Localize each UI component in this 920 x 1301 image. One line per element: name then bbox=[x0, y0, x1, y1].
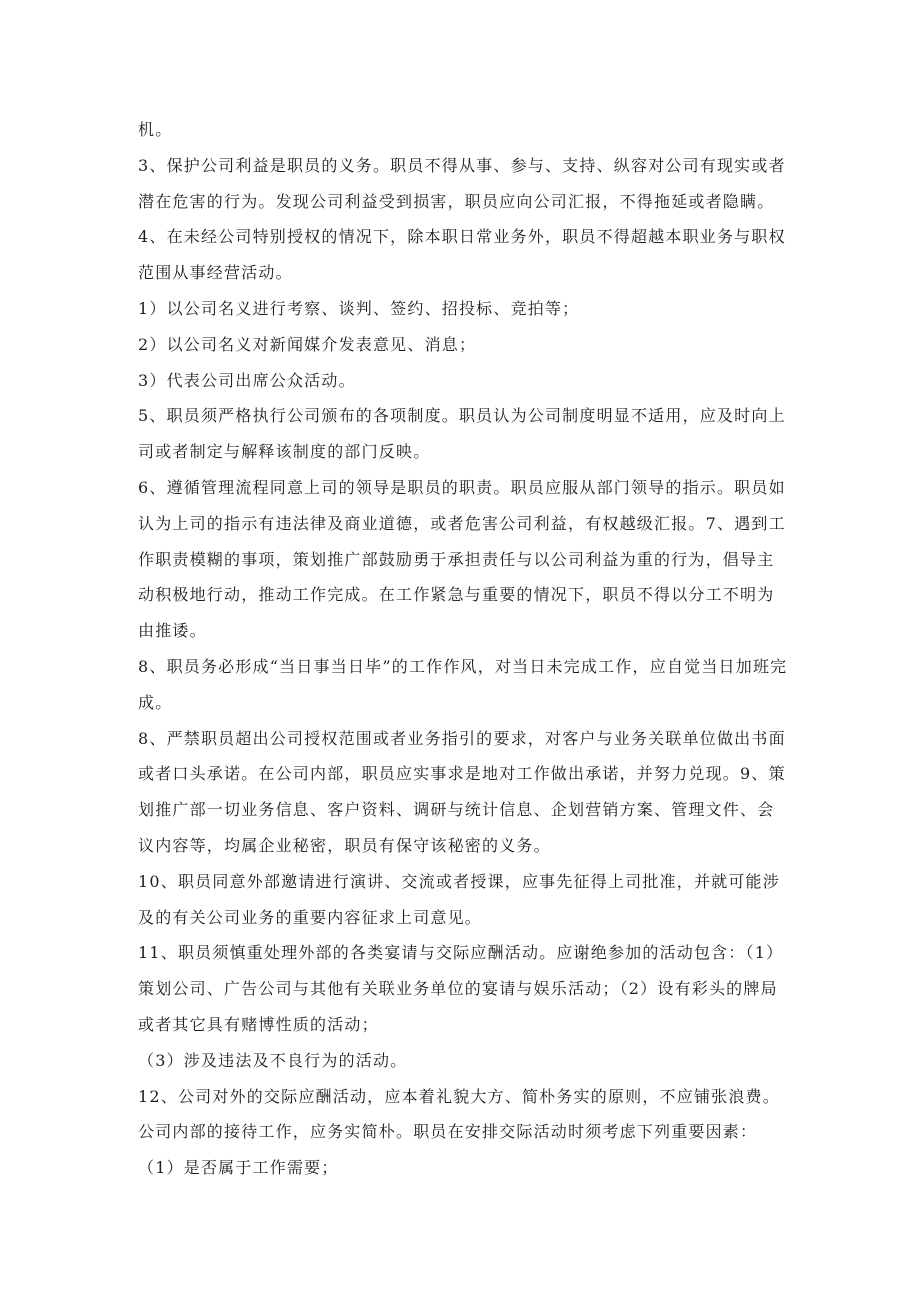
paragraph-continuation: 机。 bbox=[138, 120, 173, 139]
paragraph-item-5: 5、职员须严格执行公司颁布的各项制度。职员认为公司制度明显不适用，应及时向上司或者制定与解释该制度的部门反映。 bbox=[138, 406, 786, 462]
paragraph-item-12-sub-1: （1）是否属于工作需要； bbox=[138, 1158, 339, 1178]
paragraph-item-12: 12、公司对外的交际应酬活动，应本着礼貌大方、简朴务实的原则，不应铺张浪费。公司内部的接待工作，应务实简朴。职员在安排交际活动时须考虑下列重要因素： bbox=[138, 1086, 780, 1142]
paragraph-subitem-2: 2）以公司名义对新闻媒介发表意见、消息； bbox=[138, 334, 477, 354]
paragraph-item-4: 4、在未经公司特别授权的情况下，除本职日常业务外，职员不得超越本职业务与职权范围从事经营活动。 bbox=[138, 227, 786, 283]
paragraph-item-10: 10、职员同意外部邀请进行演讲、交流或者授课，应事先征得上司批准，并就可能涉及的有关公司业务的重要内容征求上司意见。 bbox=[138, 871, 780, 927]
document-body bbox=[138, 112, 788, 1186]
paragraph-item-11-sub-3: （3）涉及违法及不良行为的活动。 bbox=[138, 1050, 408, 1070]
paragraph-item-8b-9: 8、严禁职员超出公司授权范围或者业务指引的要求，对客户与业务关联单位做出书面或者口头承诺。在公司内部，职员应实事求是地对工作做出承诺，并努力兑现。9、策划推广部一切业务信息、客户资料、调研与统计信息、企划营销方案、管理文件、会议内容等，均属企业秘密，职员有保守该秘密的义务。 bbox=[138, 728, 786, 855]
paragraph-item-11: 11、职员须慎重处理外部的各类宴请与交际应酬活动。应谢绝参加的活动包含：（1）策划公司、广告公司与其他有关联业务单位的宴请与娱乐活动；（2）设有彩头的牌局或者其它具有赌博性质的活动； bbox=[138, 943, 784, 1034]
paragraph-item-3: 3、保护公司利益是职员的义务。职员不得从事、参与、支持、纵容对公司有现实或者潜在危害的行为。发现公司利益受到损害，职员应向公司汇报，不得拖延或者隐瞒。 bbox=[138, 155, 786, 211]
paragraph-item-8a: 8、职员务必形成“当日事当日毕”的工作作风，对当日未完成工作，应自觉当日加班完成。 bbox=[138, 656, 788, 712]
paragraph-subitem-3: 3）代表公司出席公众活动。 bbox=[138, 370, 356, 390]
paragraph-item-6-7: 6、遵循管理流程同意上司的领导是职员的职责。职员应服从部门领导的指示。职员如认为上司的指示有违法律及商业道德，或者危害公司利益，有权越级汇报。7、遇到工作职责模糊的事项，策划推广部鼓励勇于承担责任与以公司利益为重的行为，倡导主动积极地行动，推动工作完成。在工作紧急与重要的情况下，职员不得以分工不明为由推诿。 bbox=[138, 477, 786, 641]
paragraph-subitem-1: 1）以公司名义进行考察、谈判、签约、招投标、竞拍等； bbox=[138, 298, 580, 318]
